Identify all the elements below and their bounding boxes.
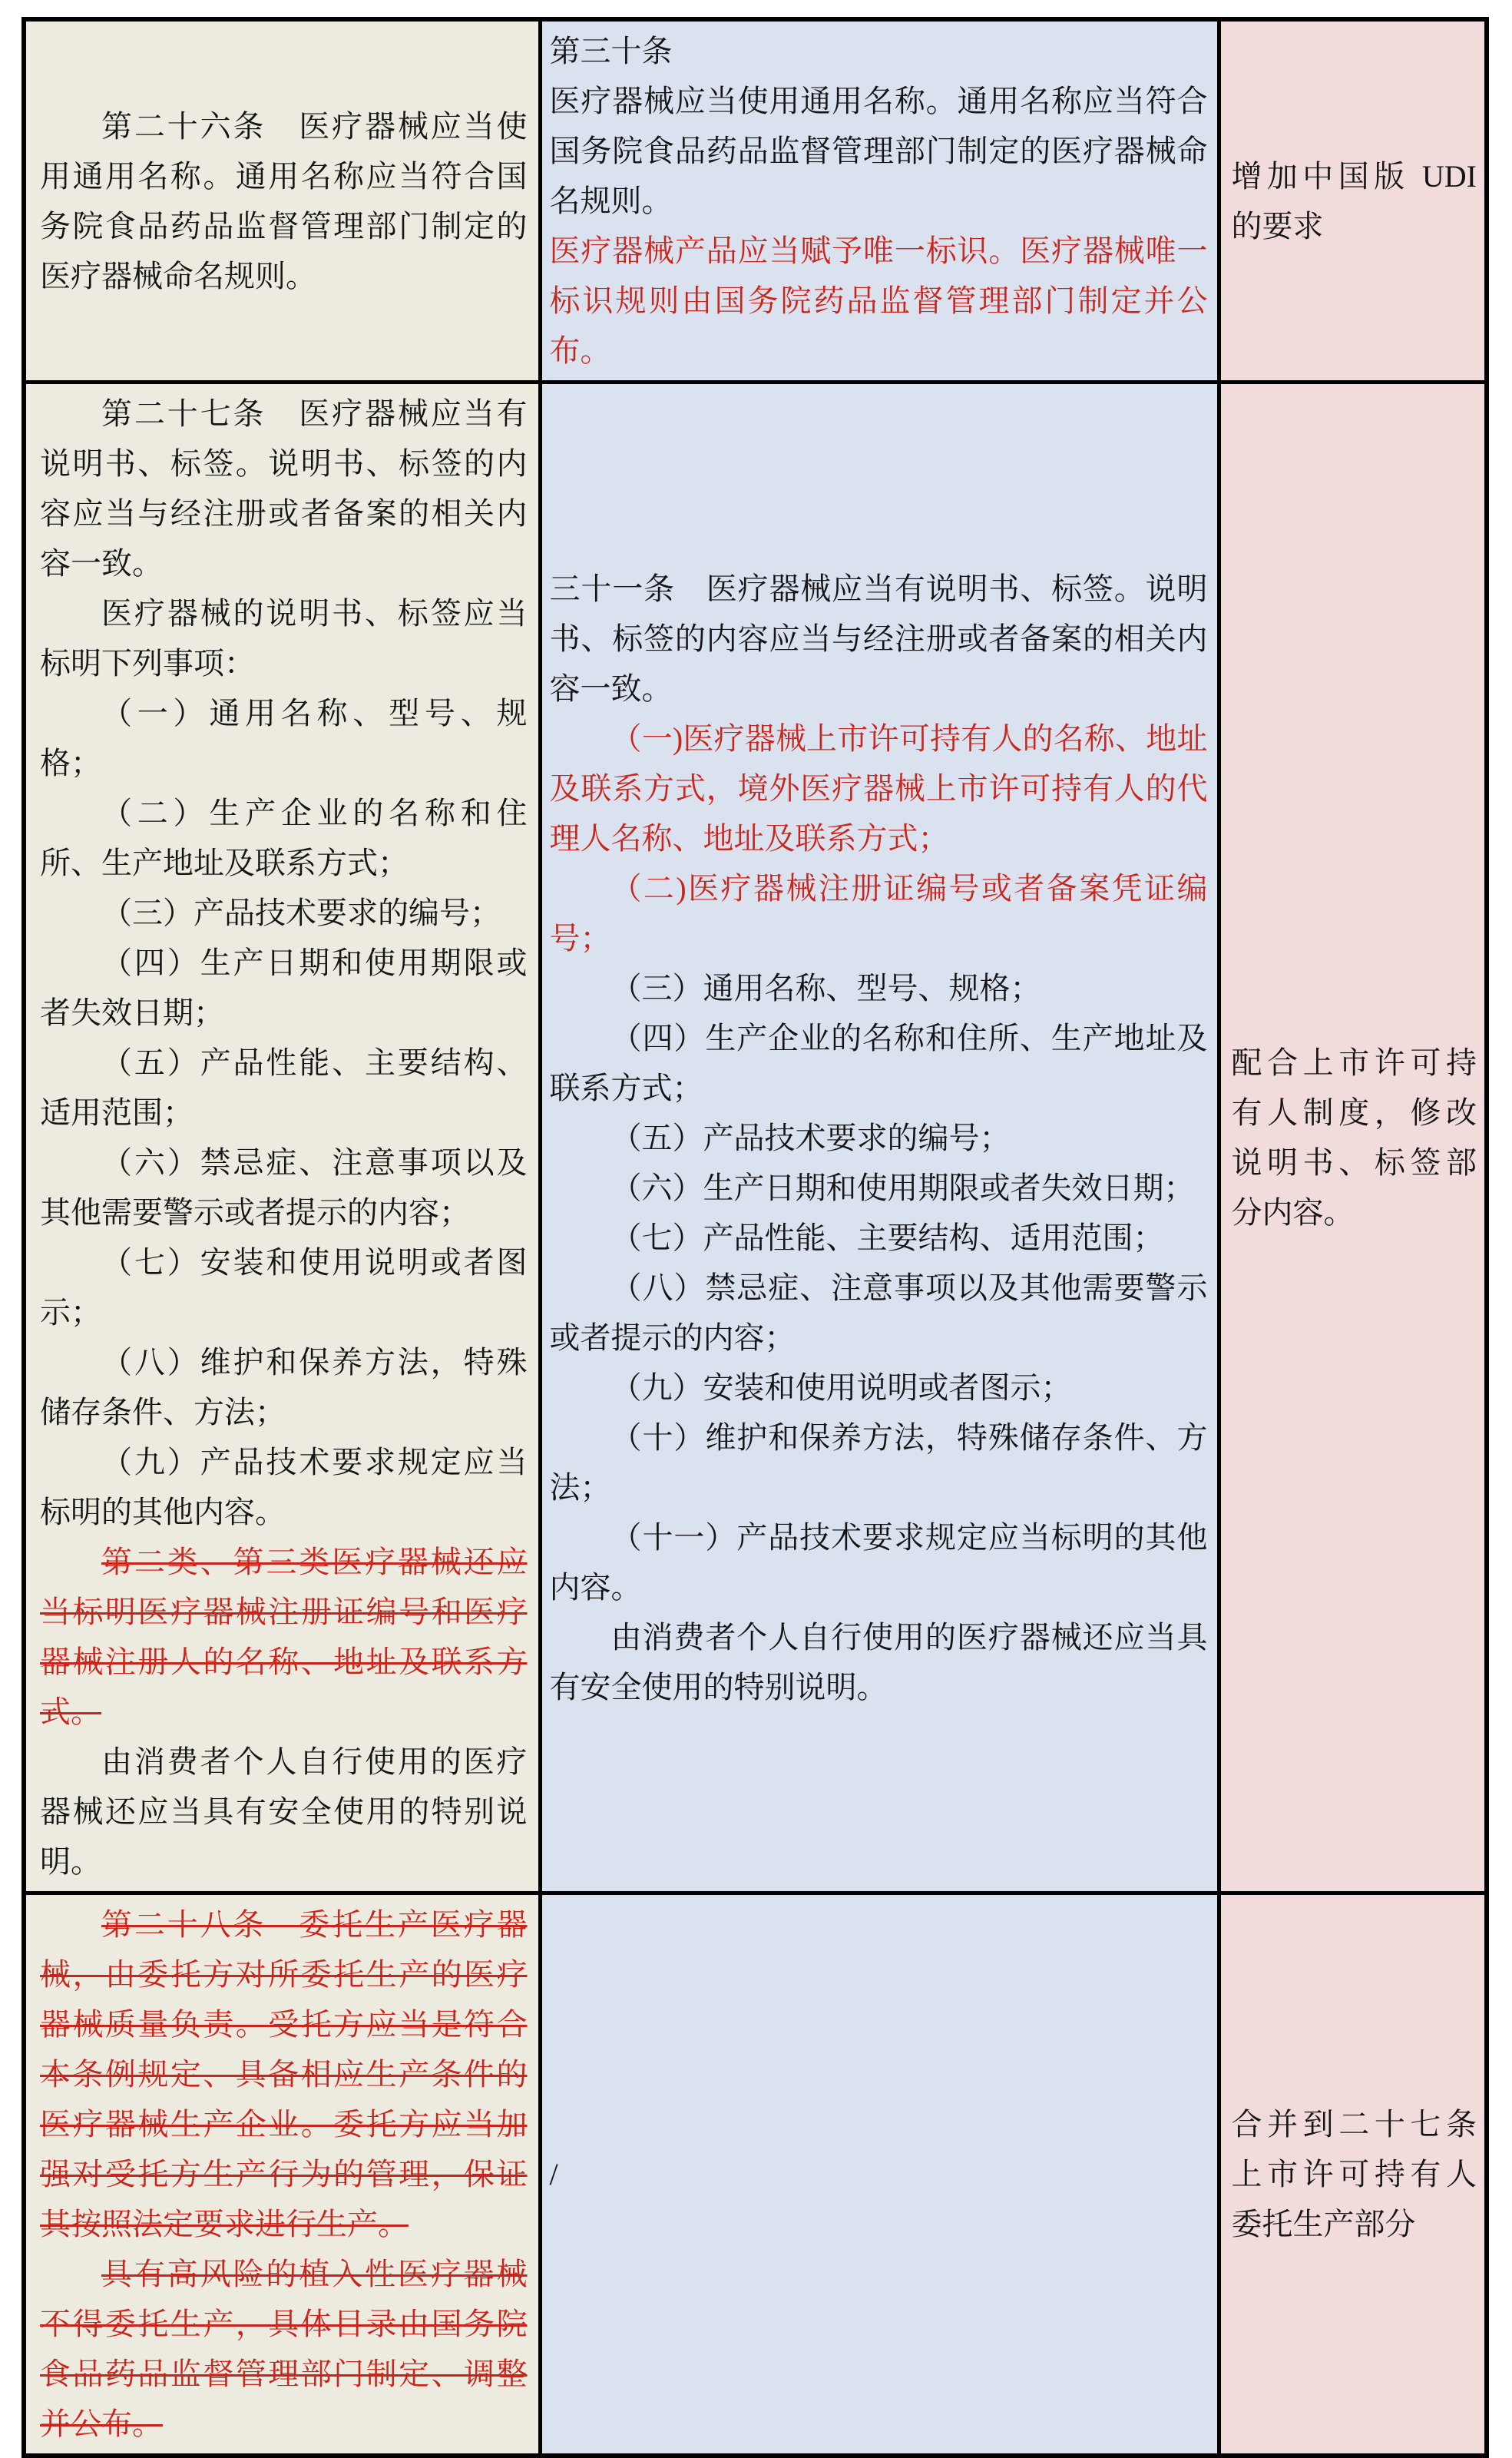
new-regulation-paragraph-5: （四）生产企业的名称和住所、生产地址及联系方式；: [549, 1020, 1208, 1105]
comparison-table-body: [24, 19, 1487, 2456]
revision-comment-paragraph-1: 配合上市许可持有人制度，修改说明书、标签部分内容。: [1231, 1045, 1477, 1230]
new-regulation-paragraph-7: （六）生产日期和使用期限或者失效日期；: [610, 1170, 1195, 1205]
old-regulation-paragraph-10: （八）维护和保养方法，特殊储存条件、方法；: [40, 1345, 528, 1429]
old-regulation-paragraph-8: （六）禁忌症、注意事项以及其他需要警示或者提示的内容；: [40, 1145, 528, 1230]
new-regulation-paragraph-9: （八）禁忌症、注意事项以及其他需要警示或者提示的内容；: [549, 1270, 1208, 1355]
old-regulation-paragraph-7: （五）产品性能、主要结构、适用范围；: [40, 1045, 528, 1130]
new-regulation-paragraph-2: （一)医疗器械上市许可持有人的名称、地址及联系方式，境外医疗器械上市许可持有人的代理人名称、地址及联系方式；: [549, 721, 1208, 856]
old-regulation-cell: [24, 1893, 540, 2456]
old-regulation-cell: [24, 19, 540, 383]
revision-comment-paragraph-1: 合并到二十七条上市许可持有人委托生产部分: [1231, 2107, 1477, 2241]
new-regulation-paragraph-3: 医疗器械产品应当赋予唯一标识。医疗器械唯一标识规则由国务院药品监督管理部门制定并公布。: [549, 234, 1208, 368]
table-row-2: [24, 383, 1487, 1893]
new-regulation-paragraph-2: 医疗器械应当使用通用名称。通用名称应当符合国务院食品药品监督管理部门制定的医疗器械命名规则。: [549, 84, 1208, 218]
old-regulation-paragraph-4: （二）生产企业的名称和住所、生产地址及联系方式；: [40, 796, 528, 880]
old-regulation-paragraph-1: 第二十七条 医疗器械应当有说明书、标签。说明书、标签的内容应当与经注册或者备案的相关内容一致。: [40, 396, 528, 581]
old-regulation-paragraph-12: 第二类、第三类医疗器械还应当标明医疗器械注册证编号和医疗器械注册人的名称、地址及联系方式。: [40, 1545, 528, 1729]
old-regulation-paragraph-2: 具有高风险的植入性医疗器械不得委托生产，具体目录由国务院食品药品监督管理部门制定、调整并公布。: [40, 2257, 528, 2441]
old-regulation-cell: [24, 383, 540, 1893]
old-regulation-paragraph-1: 第二十八条 委托生产医疗器械，由委托方对所委托生产的医疗器械质量负责。受托方应当是符合本条例规定、具备相应生产条件的医疗器械生产企业。委托方应当加强对受托方生产行为的管理，保证其按照法定要求进行生产。: [40, 1907, 528, 2241]
revision-comment-paragraph-1: 增加中国版 UDI 的要求: [1231, 158, 1477, 243]
new-regulation-paragraph-1: /: [549, 2157, 558, 2191]
new-regulation-cell: [540, 19, 1219, 383]
new-regulation-paragraph-11: （十）维护和保养方法，特殊储存条件、方法；: [549, 1419, 1208, 1505]
old-regulation-paragraph-13: 由消费者个人自行使用的医疗器械还应当具有安全使用的特别说明。: [40, 1744, 528, 1879]
old-regulation-paragraph-2: 医疗器械的说明书、标签应当标明下列事项：: [40, 596, 528, 681]
new-regulation-paragraph-1: 三十一条 医疗器械应当有说明书、标签。说明书、标签的内容应当与经注册或者备案的相关内容一致。: [549, 571, 1208, 706]
new-regulation-paragraph-3: （二)医疗器械注册证编号或者备案凭证编号；: [549, 870, 1208, 956]
table-row-1: [24, 19, 1487, 383]
new-regulation-paragraph-8: （七）产品性能、主要结构、适用范围；: [610, 1220, 1164, 1255]
regulation-comparison-table: [22, 17, 1489, 2458]
revision-comment-cell: [1219, 1893, 1487, 2456]
new-regulation-paragraph-13: 由消费者个人自行使用的医疗器械还应当具有安全使用的特别说明。: [549, 1619, 1208, 1704]
revision-comment-cell: [1219, 383, 1487, 1893]
new-regulation-cell: [540, 1893, 1219, 2456]
old-regulation-paragraph-9: （七）安装和使用说明或者图示；: [40, 1245, 528, 1330]
table-row-3: [24, 1893, 1487, 2456]
new-regulation-paragraph-12: （十一）产品技术要求规定应当标明的其他内容。: [549, 1519, 1208, 1605]
old-regulation-paragraph-6: （四）生产日期和使用期限或者失效日期；: [40, 946, 528, 1030]
old-regulation-paragraph-1: 第二十六条 医疗器械应当使用通用名称。通用名称应当符合国务院食品药品监督管理部门制定的医疗器械命名规则。: [40, 108, 528, 293]
new-regulation-cell: [540, 383, 1219, 1893]
new-regulation-paragraph-4: （三）通用名称、型号、规格；: [610, 970, 1041, 1005]
new-regulation-paragraph-1: 第三十条: [549, 34, 673, 68]
new-regulation-paragraph-6: （五）产品技术要求的编号；: [610, 1120, 1011, 1155]
revision-comment-cell: [1219, 19, 1487, 383]
old-regulation-paragraph-3: （一）通用名称、型号、规格；: [40, 696, 528, 780]
old-regulation-paragraph-5: （三）产品技术要求的编号；: [101, 896, 501, 930]
old-regulation-paragraph-11: （九）产品技术要求规定应当标明的其他内容。: [40, 1445, 528, 1529]
new-regulation-paragraph-10: （九）安装和使用说明或者图示；: [610, 1370, 1072, 1405]
